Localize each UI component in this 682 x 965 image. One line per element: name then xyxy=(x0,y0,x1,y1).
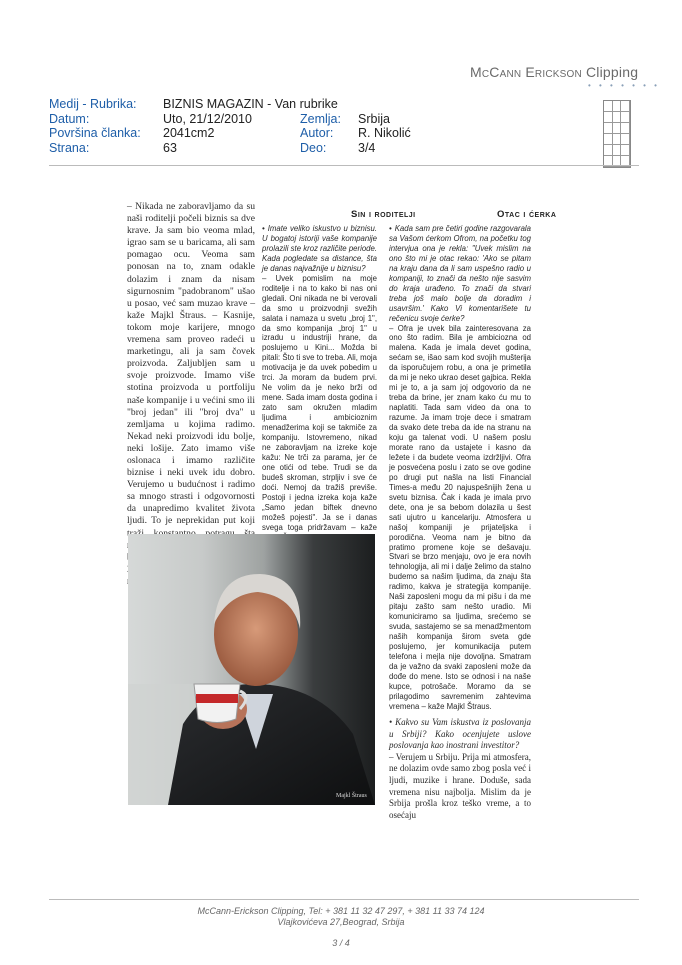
header-divider xyxy=(49,165,639,166)
section-heading-sin-i-roditelji: Sin i roditelji xyxy=(351,209,416,220)
interview-answer: – Ofra je uvek bila zainteresovana za ono što radim. Bila je ambiciozna od malena. Kada je imala devet godina, sećam se, išao sam kod svojih mušterija da isporučujem robu, a ona je primetila da mi je neko ukrao deset gajbica. Rekla mi je to, a ja sam joj odgovorio da ne treba da brine, jer znam kako ću mu to naplatiti. Tada sam video da ona to razume. Ja imam troje dece i smatram da svako dete treba da ide na stranu na koju ga talenat vodi. U našem poslu morate rano da ustajete i kasno da ležete i da budete veoma izdržljivi. Ofra je posvećena poslu i zato se ove godine po drugi put našla na listi Financial Times-a među 20 najuspešnijih žena u svetu biznisa. Čak i kada je imala prvo dete, ona je sa bebom dolazila u šest sati ujutro u kancelariju. Atmosfera u našoj kompaniji je prijateljska i porodična. Veoma nam je bitno da pratimo promene koje se dešavaju. Stvari se brzo menjaju, ovo je era novih tehnologija, ali mi i dalje želimo da stalno budemo sa našim ljudima, da znaju šta radimo, kakva je strategija kompanije. Naši zaposleni mogu da mi pišu i da me pitaju zašto sam nešto uradio. Mi komuniciramo sa ljudima, srećemo se svuda, sastajemo se sa menadžmentom naših kompanija širom sveta gde poslujemo, jer komunikacija putem telefona i mejla nije dovoljna. Smatram da je važno da svaki zaposleni može da dođe do mene. Isto se odnosi i na naše kupce, potrošače. Moramo da se prilagodimo savremenim zahtevima vremena – kaže Majkl Štraus. xyxy=(389,323,531,711)
meta-label-strana: Strana: xyxy=(49,140,90,155)
bullet-icon: • xyxy=(389,717,393,727)
meta-value-autor: R. Nikolić xyxy=(358,126,411,140)
article-column-4 xyxy=(389,717,531,821)
meta-label-medij: Medij - Rubrika: xyxy=(49,97,137,111)
page-grid-icon xyxy=(603,100,631,168)
interview-answer: – Uvek pomislim na moje roditelje i na to kako bi nas oni gledali. Oni nikada ne bi verovali da smo u proizvodnji svežih salata i namaza u svetu „broj 1", da smo kompanija „broj 1" u izradu u industriji hrane, da poslujemo u Kini... Možda bi pitali: Što ti sve to treba. Ali, moja motivacija je da uvek pobedim u trci. Ja moram da budem prvi. Ne volim da je neko brži od mene. Sada imam dosta godina i zato sam okružen mladim ljudima i ambicioznim menadžerima koji se takmiče za kompaniju. Istovremeno, nikad ne zaboravljam na izreke koje kažu: Ne trči za parama, jer će one otići od tebe. Trudi se da budeš skroman, strpljiv i sve će doći. Nemoj da tražiš previše. Postoji i jedna izreka koja kaže „Samo jedan biftek dnevno možeš pojesti". Ja se i danas svega toga pridržavam – kaže xyxy=(262,273,377,532)
meta-value-datum: Uto, 21/12/2010 xyxy=(163,111,252,126)
article-column-2 xyxy=(262,224,377,543)
footer-divider xyxy=(49,899,639,900)
footer-contact: McCann-Erickson Clipping, Tel: + 381 11 32 47 297, + 381 11 33 74 124 xyxy=(197,906,485,916)
meta-label-datum: Datum: xyxy=(49,111,90,126)
brand-sub: Clipping xyxy=(586,64,639,80)
article-paragraph: – Nikada ne zaboravljamo da su naši roditelji počeli biznis sa dve krave. Ja sam bio veoma mlad, igrao sam se u baricama, ali sam pomagao ocu. Veoma sam ponosan na to, znam odakle dolazim i znam da nisam sigurnosnim "padobranom" ušao u posao, već sam muzao krave – kaže Majkl Štraus. – Kasnije, tokom moje karijere, mnogo vremena sam proveo radeći u marketingu, ali ja sam čovek proizvoda. Zaljubljen sam u svoje proizvode. Imamo više stotina proizvoda u portfoliju naše kompanije i u većini smo ili "broj jedan" ili "broj dva" u zemljama u kojima radimo. Nekad neki proizvodi idu bolje, neki lošije. Zato imamo više oslonaca i imamo različite biznise i neki uvek idu dobro. Verujemo u budućnost i radimo sa mnogo strasti i odgovornosti da unapredimo kvalitet života ljudi. To je neprekidan put koji xyxy=(127,201,255,527)
section-heading-otac-i-cerka: Otac i ćerka xyxy=(497,209,557,220)
meta-value-povrsina: 2041cm2 xyxy=(163,126,215,140)
bullet-icon: • xyxy=(389,224,392,233)
portrait-illustration xyxy=(128,534,375,805)
meta-right-values xyxy=(358,112,411,156)
meta-label-autor: Autor: xyxy=(300,126,334,140)
portrait-photo xyxy=(128,534,375,805)
meta-label-povrsina: Površina članka: xyxy=(49,126,141,140)
meta-value-medij: BIZNIS MAGAZIN - Van rubrike xyxy=(163,97,338,111)
interview-question: • Imate veliko iskustvo u biznisu. U bogatoj istoriji vaše kompanije prolazili ste kroz različite periode. Kada pogledate sa distance, šta je danas najvažnije u biznisu? xyxy=(262,224,377,273)
brand-main: McCann Erickson xyxy=(470,64,582,80)
interview-answer: – Verujem u Srbiju. Prija mi atmosfera, ne dolazim ovde samo zbog posla već i ljudi, muzike i hrane. Doduše, sada vremena nisu najbolja. Mislim da je Srbija prošla kroz teško vreme, a to osećaju xyxy=(389,751,531,820)
interview-question: • Kakvo su Vam iskustva iz poslovanja u Srbiji? Kako ocenjujete uslove poslovanja kao inostrani investitor? xyxy=(389,717,531,751)
bullet-icon: • xyxy=(262,224,265,233)
photo-caption: Majkl Štraus xyxy=(336,793,367,799)
meta-right-labels xyxy=(300,112,341,156)
meta-value-zemlja: Srbija xyxy=(358,111,390,126)
meta-value-strana: 63 xyxy=(163,140,177,155)
article-column-3 xyxy=(389,224,531,712)
article-column-1 xyxy=(127,201,255,588)
page-number: 3 / 4 xyxy=(332,938,350,948)
meta-left-labels xyxy=(49,97,141,155)
brand-logo xyxy=(470,64,638,80)
meta-label-deo: Deo: xyxy=(300,140,327,155)
interview-question: • Kada sam pre četiri godine razgovarala sa Vašom ćerkom Ofrom, na početku tog intervjua ona je rekla: "Uvek mislim na ono što mi je otac rekao: 'Ako se pitam na kraju dana da li sam uspešno radio u kompaniji, to znači da nešto nije sasvim do kraja urađeno. To znači da stvari treba još malo bolje da doradim i usavršim.' Kako Vi komentarišete tu rečenicu svoje ćerke? xyxy=(389,224,531,323)
meta-label-zemlja: Zemlja: xyxy=(300,111,341,126)
footer-address: Vlajkovićeva 27,Beograd, Srbija xyxy=(277,917,405,927)
meta-value-deo: 3/4 xyxy=(358,140,376,155)
brand-dots: • • • • • • • xyxy=(588,81,660,90)
